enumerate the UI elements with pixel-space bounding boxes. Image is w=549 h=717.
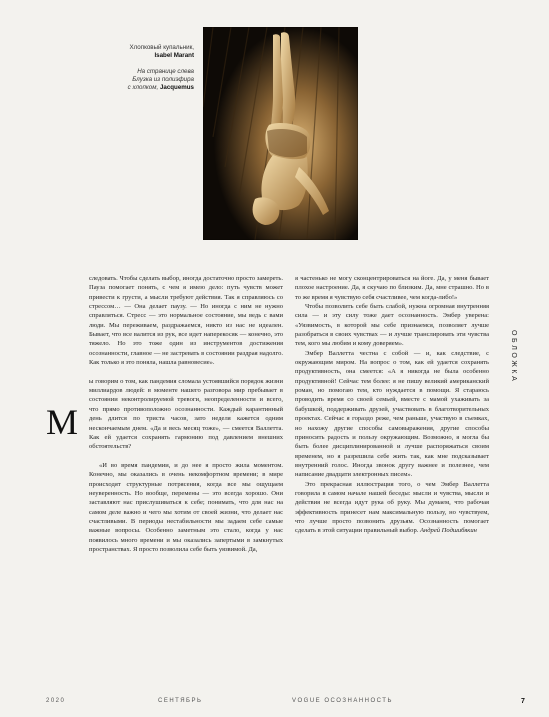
column-right bbox=[295, 274, 489, 696]
paragraph: я частенько не могу сконцентрироваться на йоге. Да, у меня бывает плохое настроение. Да, я скучаю по близким. Да, мне страшно. Но в то же время я чувствую себя счастливее, чем когда-либо!» bbox=[295, 275, 489, 301]
drop-cap: М bbox=[46, 402, 79, 442]
paragraph bbox=[295, 480, 489, 536]
footer-year: 2020 bbox=[46, 698, 66, 704]
closing-paragraph: Это прекрасная иллюстрация того, о чем Эмбер Валлетта говорила в самом начале нашей беседы: мысли и чувства, мысли и действия не всегда идут рука об руку. Мы думаем, что рабочая эффективность принесет нам максимальную пользу, но чувствуем, что лучше просто позвонить друзьям. Осознанность помогает сделать в этой ситуации правильный выбор. bbox=[295, 480, 489, 535]
paragraph: следовать. Чтобы сделать выбор, иногда достаточно просто замереть. Пауза помогает понять, с чем я имею дело: путь чувств может привести к грусти, а мысли требуют действия. Так я справляюсь со стрессом… — Она делает паузу. — Но иногда с ним не нужно справляться. Стресс — это нормальное состояние, мы ведь с вами люди. Мы переживаем, раздражаемся, никто из нас не идеален. Бывает, что все валится из рук, все идет наперекосяк — конечно, это тяжело. Но это тоже один из инструментов достижения осознанности, главное — не застревать в состоянии раздрая надолго. Как только я это поняла, нашла равновесие». bbox=[89, 275, 283, 367]
page-footer bbox=[0, 698, 549, 708]
photo-caption bbox=[96, 44, 194, 92]
caption-line-2: На странице слева bbox=[137, 68, 194, 75]
footer-month: СЕНТЯБРЬ bbox=[158, 698, 203, 704]
author-signature: Андрей Подшибякин bbox=[420, 527, 477, 535]
column-left bbox=[89, 274, 283, 696]
caption-line-3: Блузка из полиэфира bbox=[132, 76, 194, 83]
caption-brand-1: Isabel Marant bbox=[154, 52, 194, 59]
caption-line-1: Хлопковый купальник, bbox=[129, 44, 194, 51]
swimsuit-shape bbox=[267, 129, 307, 157]
paragraph: Чтобы позволить себе быть слабой, нужна огромная внутренняя сила — и эту силу тоже дает осознанность. Эмбер уверена: «Уязвимость, в которой мы себе признаемся, позволяет лучше разобраться в своих чувствах — и лучше транслировать эти чувства тем, кого мы любим и кому доверяем». bbox=[295, 303, 489, 348]
footer-magazine: VOGUE ОСОЗНАННОСТЬ bbox=[292, 698, 393, 704]
paragraph: Эмбер Валлетта честна с собой — и, как следствие, с окружающим миром. На вопрос о том, как ей удается сохранять продуктивность, она смеется: «А я никогда не была особенно продуктивной! Сейчас тем более: я не пишу великий американский роман, но помогаю тем, кто нуждается в помощи. Я стараюсь проводить время со своей семьей, вместе с мамой ухаживать за бабушкой, поддерживать друзей, участвовать в благотворительных проектах. Сейчас я гораздо реже, чем раньше, участвую в съемках, но нахожу другие способы самовыражения, другие способы приносить радость и пользу окружающим. Возможно, я могла бы быть более дисциплинированной и лучше распоряжаться своим временем, но я разрешила себе жить так, как мне подсказывает внутренний голос. Иногда звонок другу важнее и полезнее, чем написание двадцати электронных писем». bbox=[295, 349, 489, 479]
photo-illustration bbox=[203, 27, 358, 240]
paragraph: «И во время пандемии, и до нее я просто жила моментом. Конечно, мы оказались в очень некомфортном времени; в мире происходят структурные потрясения, когда все мы ощущаем неуверенность. Но вообще, перемены — это всегда хорошо. Они заставляют нас прислушиваться к себе; понимать, что для нас на самом деле важно и чего мы хотим от своей жизни, что делает нас счастливыми. В периоды нестабильности мы задаем себе самые важные вопросы. Особенно заметным это стало, когда у нас появилось много времени и мы оказались запертыми в замкнутых пространствах. Я просто позволила себе быть уязвимой. Да, bbox=[89, 461, 283, 553]
paragraph: ы говорим о том, как пандемия сломала устоявшийся порядок жизни миллиардов людей: в моменте нашего разговора мир пребывает в состоянии неконтролируемой тревоги, неопределенности и всего, что прямо противоположно осознанности. Каждый карантинный день длится по триста часов, зато неделя кажется одним нескончаемым днем. «Да и весь месяц тоже», — смеется Валлетта. Как ей удается сохранять гармонию под давлением внешних обстоятельств? bbox=[89, 377, 283, 451]
article-body bbox=[89, 274, 489, 696]
caption-brand-2: Jacquemus bbox=[159, 84, 194, 91]
section-label: ОБЛОЖКА bbox=[510, 330, 517, 384]
cover-photo bbox=[203, 27, 358, 240]
page-number: 7 bbox=[521, 698, 525, 705]
caption-line-4: с хлопком, bbox=[127, 84, 159, 91]
